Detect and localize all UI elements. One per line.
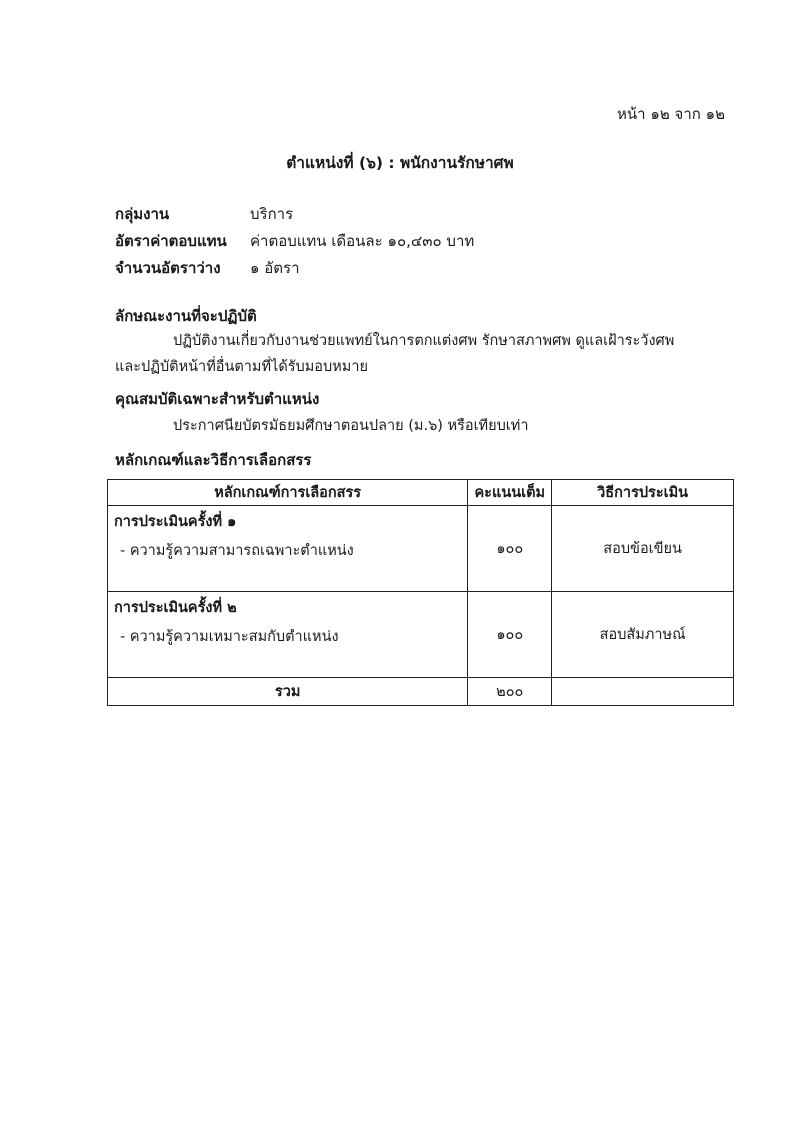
position-title: ตำแหน่งที่ (๖) : พนักงานรักษาศพ	[286, 154, 514, 172]
duties-line-2: และปฏิบัติหน้าที่อื่นตามที่ได้รับมอบหมาย	[115, 359, 368, 375]
vacancy-value: ๑ อัตรา	[250, 259, 300, 277]
column-header-score: คะแนนเต็ม	[468, 480, 552, 506]
total-row	[108, 678, 734, 706]
compensation-value: ค่าตอบแทน เดือนละ ๑๐,๔๓๐ บาท	[250, 232, 475, 250]
compensation-label: อัตราค่าตอบแทน	[115, 232, 227, 250]
score-cell: ๑๐๐	[468, 506, 552, 592]
score-cell: ๑๐๐	[468, 592, 552, 678]
criteria-header-row	[108, 480, 734, 506]
total-label: รวม	[108, 678, 468, 706]
method-cell: สอบสัมภาษณ์	[552, 592, 734, 678]
total-method	[552, 678, 734, 706]
table-row	[108, 506, 734, 592]
round-label: การประเมินครั้งที่ ๒	[114, 600, 237, 616]
criteria-table	[107, 479, 734, 706]
column-header-method: วิธีการประเมิน	[552, 480, 734, 506]
total-score: ๒๐๐	[468, 678, 552, 706]
duties-heading: ลักษณะงานที่จะปฏิบัติ	[115, 307, 257, 325]
round-label: การประเมินครั้งที่ ๑	[114, 514, 237, 530]
work-group-label: กลุ่มงาน	[115, 205, 170, 223]
criteria-item: - ความรู้ความสามารถเฉพาะตำแหน่ง	[120, 543, 354, 559]
criteria-cell	[108, 506, 468, 592]
page-number: หน้า ๑๒ จาก ๑๒	[617, 105, 725, 123]
table-row	[108, 592, 734, 678]
criteria-cell	[108, 592, 468, 678]
criteria-heading: หลักเกณฑ์และวิธีการเลือกสรร	[115, 451, 312, 469]
column-header-criteria: หลักเกณฑ์การเลือกสรร	[108, 480, 468, 506]
work-group-value: บริการ	[250, 205, 294, 223]
vacancy-label: จำนวนอัตราว่าง	[115, 259, 221, 277]
method-cell: สอบข้อเขียน	[552, 506, 734, 592]
duties-line-1: ปฏิบัติงานเกี่ยวกับงานช่วยแพทย์ในการตกแต่งศพ รักษาสภาพศพ ดูแลเฝ้าระวังศพ	[173, 333, 675, 349]
criteria-item: - ความรู้ความเหมาะสมกับตำแหน่ง	[120, 629, 339, 645]
qualifications-text: ประกาศนียบัตรมัธยมศึกษาตอนปลาย (ม.๖) หรือเทียบเท่า	[173, 418, 529, 434]
qualifications-heading: คุณสมบัติเฉพาะสำหรับตำแหน่ง	[115, 390, 320, 408]
